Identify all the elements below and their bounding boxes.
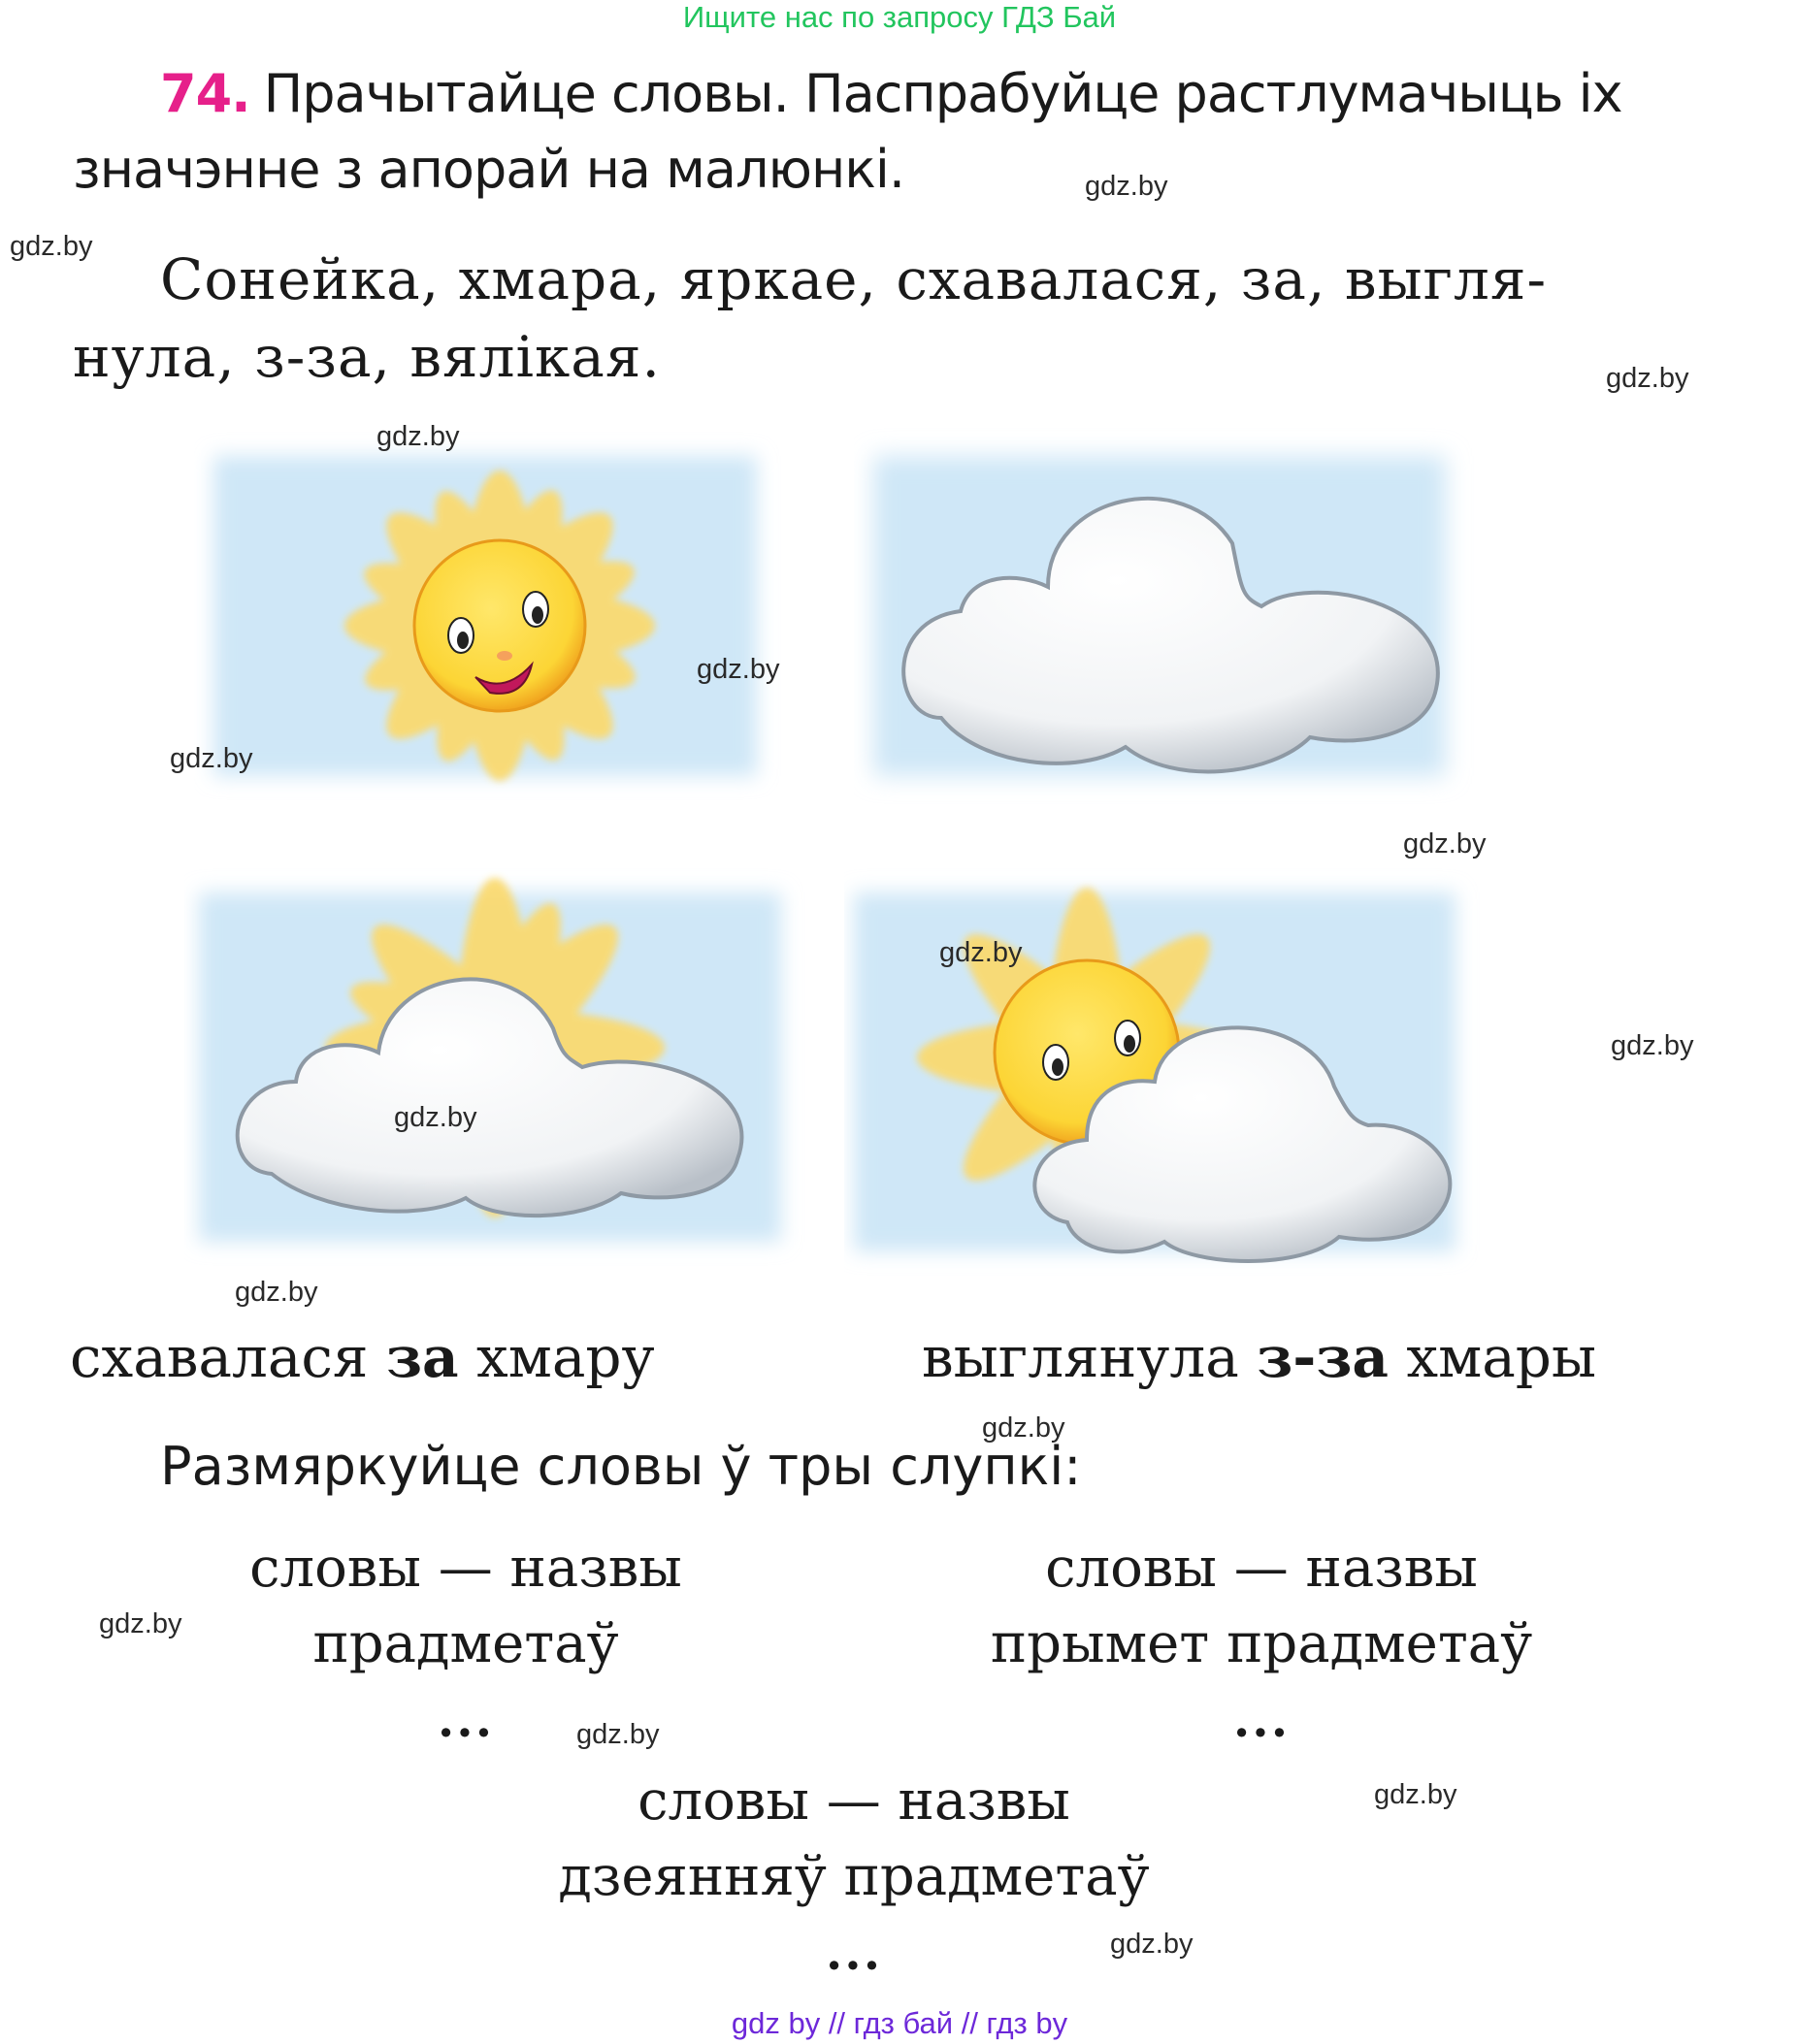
watermark: gdz.by <box>982 1412 1065 1444</box>
watermark: gdz.by <box>99 1608 182 1639</box>
watermark: gdz.by <box>1611 1030 1694 1061</box>
watermark: gdz.by <box>1403 828 1487 860</box>
watermark: gdz.by <box>235 1277 318 1308</box>
caption-left-bold: за <box>385 1324 459 1390</box>
watermark: gdz.by <box>1606 363 1689 394</box>
exercise-number: 74. <box>160 63 250 124</box>
watermark: gdz.by <box>697 654 780 685</box>
column-adjectives-line1: словы — назвы <box>1045 1537 1478 1600</box>
instruction-text: Прачытайце словы. Паспрабуйце растлумачыць іх значэнне з апорай на малюнкі. <box>73 63 1622 200</box>
watermark: gdz.by <box>170 743 253 774</box>
column-adjectives-dots: ... <box>1232 1691 1291 1748</box>
watermark: gdz.by <box>10 231 93 262</box>
watermark: gdz.by <box>1110 1929 1194 1960</box>
word-list: Сонейка, хмара, яркае, схавалася, за, выглянула, з-за, вялікая. <box>73 246 1547 390</box>
column-nouns-line2: прадметаў <box>312 1612 619 1675</box>
sun-peeking-picture <box>844 863 1485 1290</box>
exercise-instruction <box>73 56 1742 208</box>
sun-behind-cloud-picture <box>184 863 805 1271</box>
footer: gdz by // гдз бай // гдз by <box>731 2006 1068 2040</box>
column-nouns-line1: словы — назвы <box>249 1537 682 1600</box>
watermark: gdz.by <box>376 421 460 452</box>
column-adjectives <box>932 1531 1591 1758</box>
watermark: gdz.by <box>1374 1779 1457 1810</box>
caption-peeked-from-cloud <box>922 1324 1596 1390</box>
column-verbs-dots: ... <box>825 1924 883 1981</box>
top-banner: Ищите нас по запросу ГДЗ Бай <box>682 0 1117 34</box>
column-nouns <box>175 1531 757 1758</box>
caption-right-bold: з-за <box>1257 1324 1389 1390</box>
column-adjectives-line2: прымет прадметаў <box>990 1612 1533 1675</box>
watermark: gdz.by <box>576 1719 660 1750</box>
sun-picture <box>194 417 796 834</box>
column-verbs-line1: словы — назвы <box>638 1769 1070 1833</box>
column-verbs <box>505 1764 1203 1991</box>
column-nouns-dots: ... <box>437 1691 495 1748</box>
caption-left-post: хмару <box>458 1324 655 1390</box>
caption-right-pre: выглянула <box>922 1324 1258 1390</box>
caption-left-pre: схавалася <box>70 1324 386 1390</box>
sort-instruction: Размяркуйце словы ў тры слупкі: <box>160 1436 1082 1497</box>
watermark: gdz.by <box>394 1102 477 1133</box>
watermark: gdz.by <box>939 937 1023 968</box>
cloud-picture <box>854 427 1475 815</box>
watermark: gdz.by <box>1085 171 1168 202</box>
caption-hid-behind-cloud <box>70 1324 655 1390</box>
caption-right-post: хмары <box>1388 1324 1597 1390</box>
column-verbs-line2: дзеянняў прадметаў <box>558 1845 1150 1908</box>
